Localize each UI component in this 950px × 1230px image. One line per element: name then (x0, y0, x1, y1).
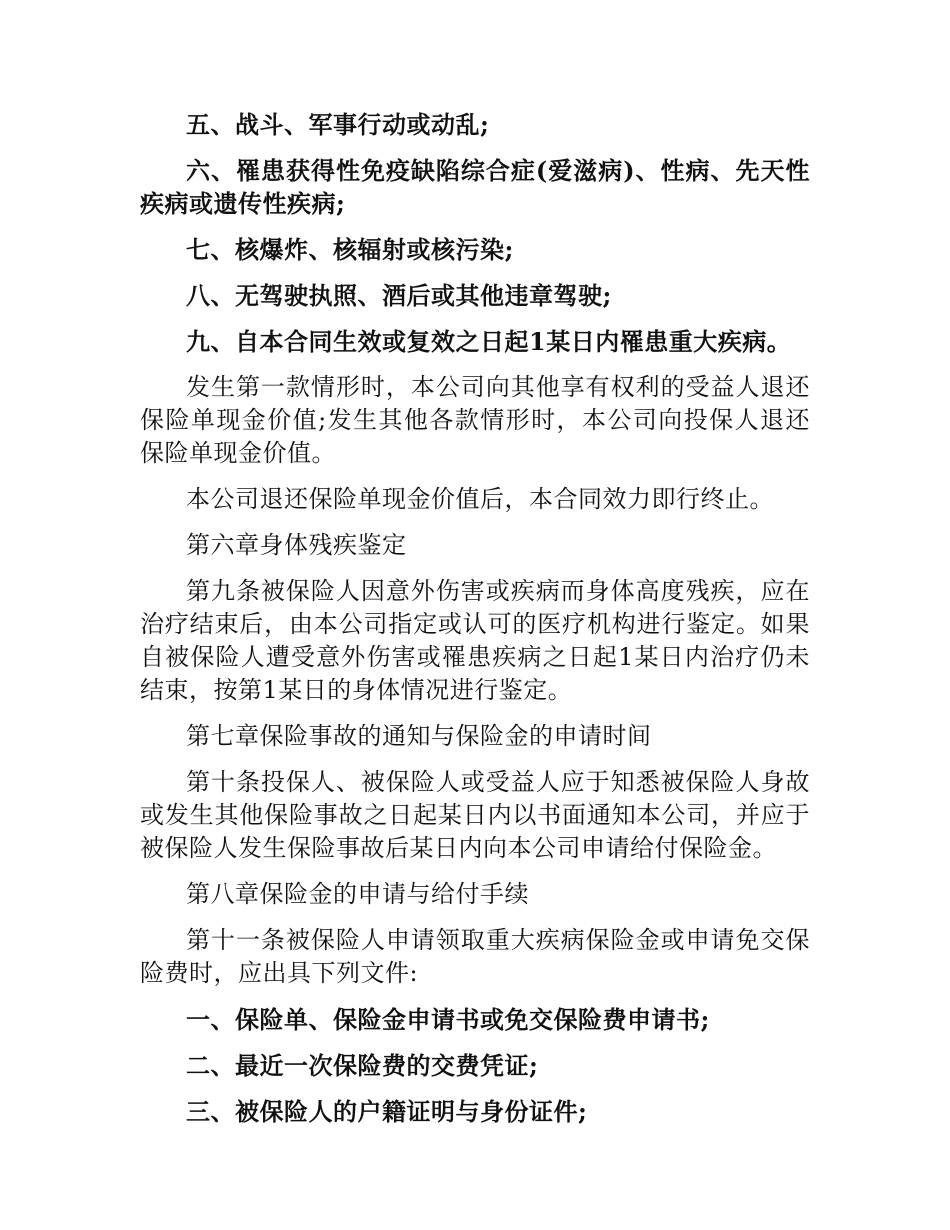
required-doc-3: 三、被保险人的户籍证明与身份证件; (186, 1097, 588, 1126)
article-9-paragraph: 第九条被保险人因意外伤害或疾病而身体高度残疾，应在治疗结束后，由本公司指定或认可的医疗机构进行鉴定。如果自被保险人遭受意外伤害或罹患疾病之日起1某日内治疗仍未结束，按第1某日的身体情况进行鉴定。 (140, 577, 810, 704)
article-10-paragraph: 第十条投保人、被保险人或受益人应于知悉被保险人身故或发生其他保险事故之日起某日内以书面通知本公司，并应于被保险人发生保险事故后某日内向本公司申请给付保险金。 (140, 768, 810, 862)
document-body (140, 108, 810, 1141)
chapter-6-heading: 第六章身体残疾鉴定 (186, 531, 407, 559)
required-doc-1: 一、保险单、保险金申请书或免交保险费申请书; (186, 1005, 710, 1034)
exclusion-item-7: 七、核爆炸、核辐射或核污染; (186, 235, 514, 264)
exclusion-item-6: 六、罹患获得性免疫缺陷综合症(爱滋病)、性病、先天性疾病或遗传性疾病; (140, 156, 810, 218)
chapter-7-heading: 第七章保险事故的通知与保险金的申请时间 (186, 722, 652, 750)
article-11-paragraph: 第十一条被保险人申请领取重大疾病保险金或申请免交保险费时，应出具下列文件: (140, 926, 810, 987)
exclusion-item-9: 九、自本合同生效或复效之日起1某日内罹患重大疾病。 (186, 327, 792, 356)
exclusion-item-8: 八、无驾驶执照、酒后或其他违章驾驶; (186, 281, 612, 310)
exclusion-item-5: 五、战斗、军事行动或动乱; (186, 110, 490, 139)
termination-paragraph: 本公司退还保险单现金价值后，本合同效力即行终止。 (186, 485, 774, 513)
refund-rule-paragraph: 发生第一款情形时，本公司向其他享有权利的受益人退还保险单现金价值;发生其他各款情形时，本公司向投保人退还保险单现金价值。 (140, 373, 810, 467)
required-doc-2: 二、最近一次保险费的交费凭证; (186, 1051, 539, 1080)
chapter-8-heading: 第八章保险金的申请与给付手续 (186, 880, 529, 908)
